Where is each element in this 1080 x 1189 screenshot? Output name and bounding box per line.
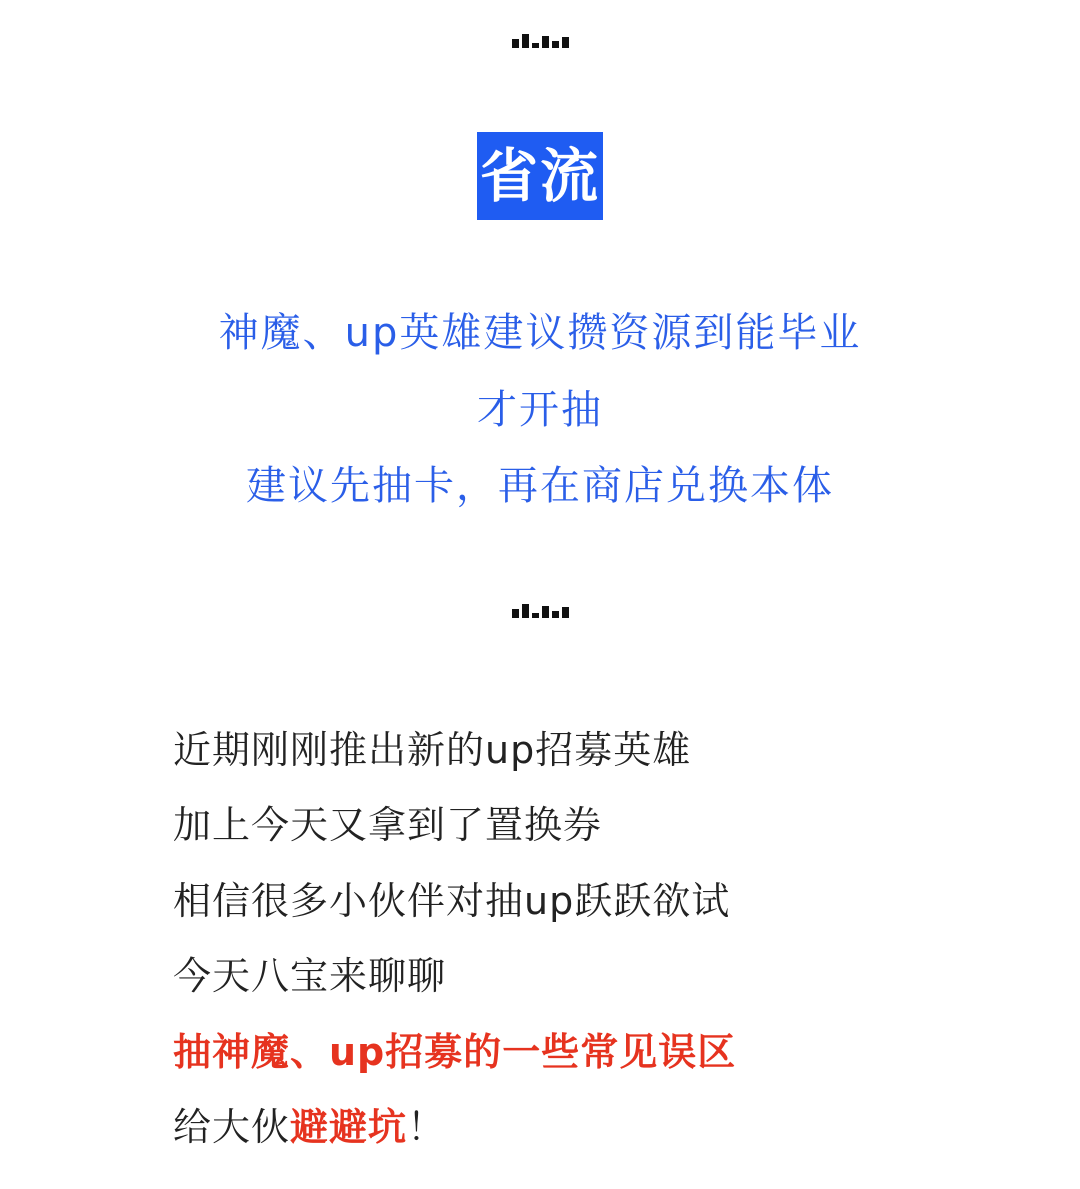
closing-highlight: 避避坑 xyxy=(290,1105,408,1149)
closing-prefix: 给大伙 xyxy=(173,1105,291,1149)
body-closing-line xyxy=(173,1105,447,1149)
body-line: 相信很多小伙伴对抽up跃跃欲试 xyxy=(173,879,731,923)
body-line: 近期刚刚推出新的up招募英雄 xyxy=(173,728,692,772)
bar-divider-icon xyxy=(510,32,570,48)
title-badge xyxy=(477,132,603,220)
closing-suffix: ！ xyxy=(407,1105,447,1149)
summary-line: 神魔、up英雄建议攒资源到能毕业 xyxy=(218,310,862,356)
body-highlight-line: 抽神魔、up招募的一些常见误区 xyxy=(173,1030,737,1074)
title-text: 省流 xyxy=(479,142,600,210)
summary-line: 才开抽 xyxy=(477,387,603,433)
bar-divider-icon xyxy=(510,602,570,618)
summary-line: 建议先抽卡，再在商店兑换本体 xyxy=(246,463,834,509)
body-line: 加上今天又拿到了置换券 xyxy=(173,803,603,847)
body-line: 今天八宝来聊聊 xyxy=(173,954,447,998)
